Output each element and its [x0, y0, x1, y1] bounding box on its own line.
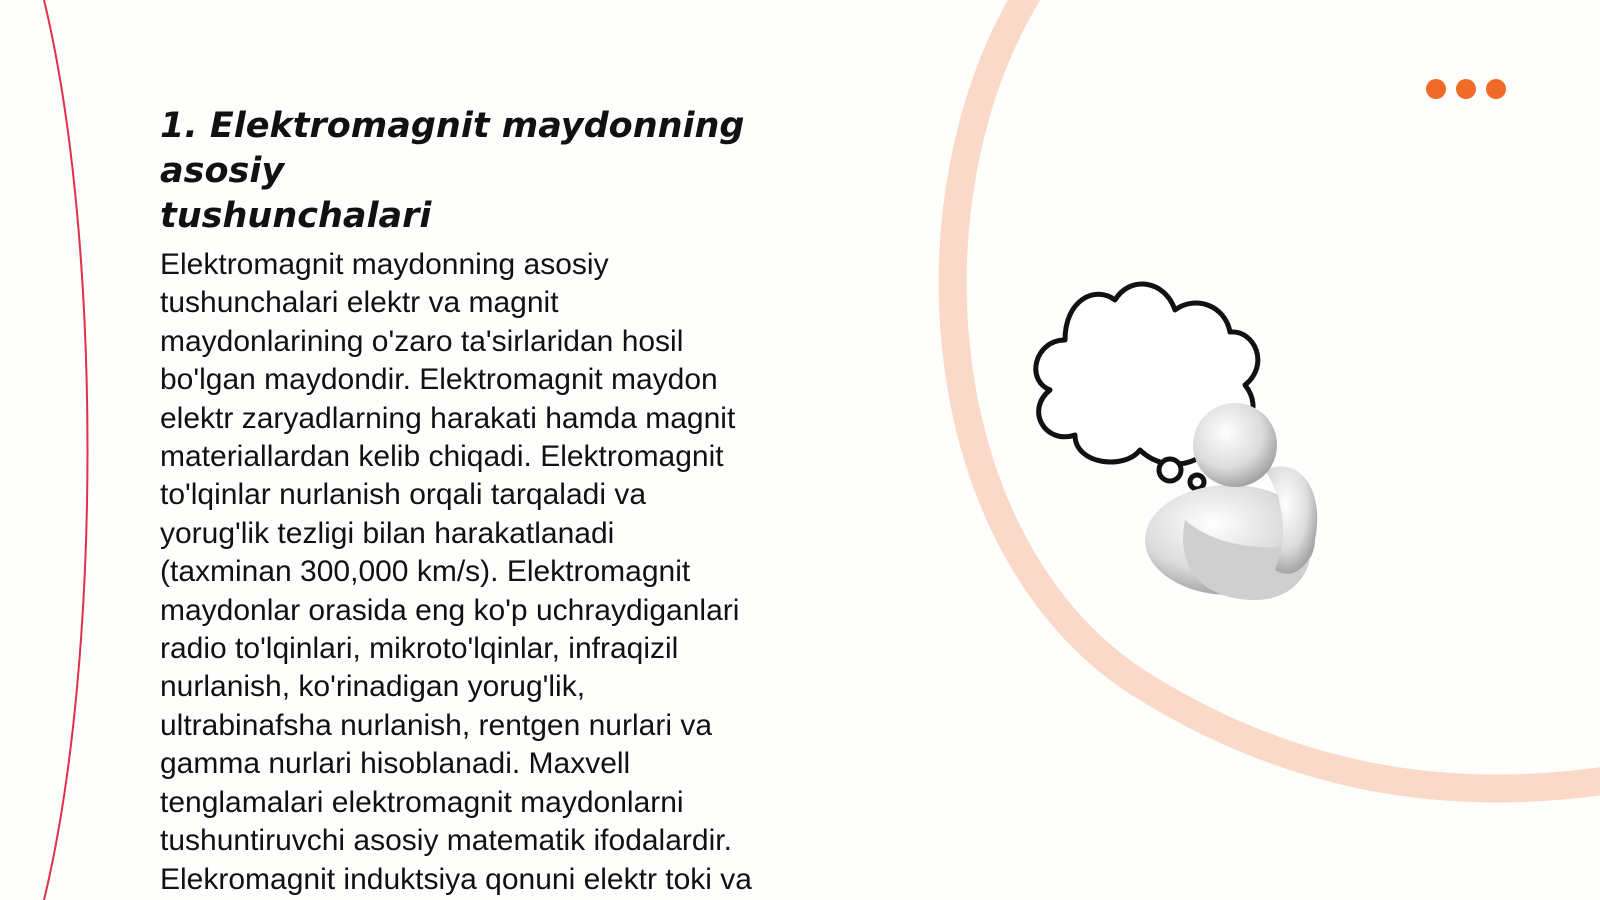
title-line: tushunchalari	[160, 196, 432, 236]
body-line: (taxminan 300,000 km/s). Elektromagnit	[160, 555, 691, 589]
body-line: tenglamalari elektromagnit maydonlarni	[160, 785, 684, 819]
dot	[1486, 79, 1506, 99]
dot	[1456, 79, 1476, 99]
slide-title	[160, 104, 860, 239]
more-dots-icon	[1426, 79, 1506, 99]
body-line: Elektromagnit maydonning asosiy	[160, 248, 609, 281]
body-line: gamma nurlari hisoblanadi. Maxvell	[160, 747, 631, 781]
body-line: radio to'lqinlari, mikroto'lqinlar, infraqizil	[160, 632, 679, 666]
body-line: materiallardan kelib chiqadi. Elektromagnit	[160, 440, 724, 474]
left-curve-line	[44, 0, 88, 900]
body-line: Elekromagnit induktsiya qonuni elektr toki va	[160, 862, 752, 896]
body-line: tushunchalari elektr va magnit	[160, 286, 559, 320]
thinking-person-icon	[1025, 270, 1345, 610]
body-line: maydonlar orasida eng ko'p uchraydiganlari	[160, 593, 740, 627]
body-line: yorug'lik tezligi bilan harakatlanadi	[160, 516, 615, 550]
body-line: nurlanish, ko'rinadigan yorug'lik,	[160, 670, 586, 704]
slide-body-text	[160, 246, 865, 899]
body-line: ultrabinafsha nurlanish, rentgen nurlari va	[160, 708, 712, 742]
body-line: bo'lgan maydondir. Elektromagnit maydon	[160, 363, 718, 397]
body-line: tushuntiruvchi asosiy matematik ifodalardir.	[160, 824, 732, 858]
title-line: 1. Elektromagnit maydonning asosiy	[160, 106, 745, 191]
body-line: maydonlarining o'zaro ta'sirlaridan hosil	[160, 324, 684, 358]
body-line: elektr zaryadlarning harakati hamda magnit	[160, 401, 736, 435]
dot	[1426, 79, 1446, 99]
body-line: to'lqinlar nurlanish orqali tarqaladi va	[160, 478, 647, 512]
